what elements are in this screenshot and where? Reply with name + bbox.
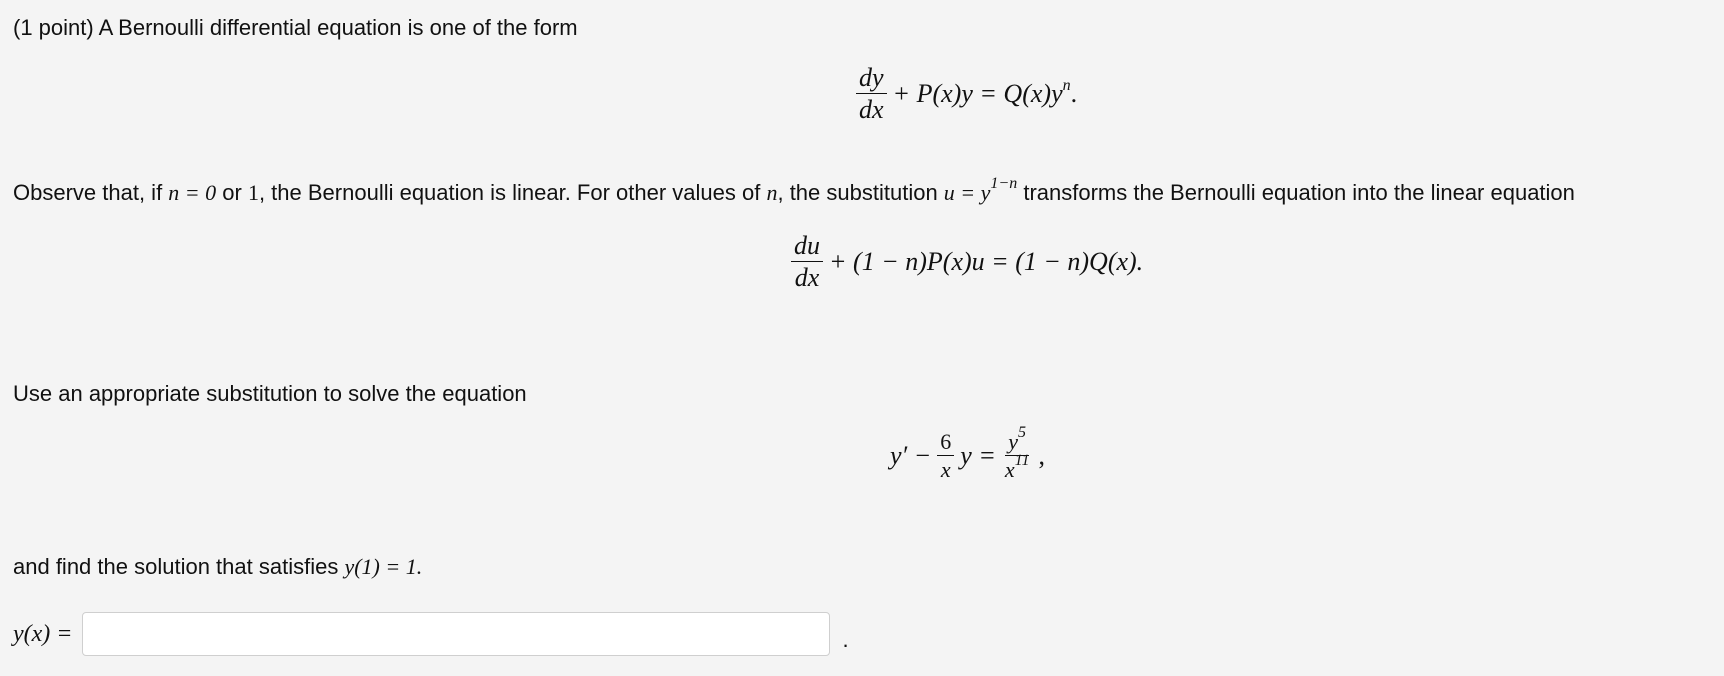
fraction-denominator: x [940,457,951,483]
answer-label: y(x) = [13,620,73,647]
observe-part-3: , the Bernoulli equation is linear. For other values of [258,180,767,205]
y-equals: y = [960,440,996,470]
equation-rest: + P(x)y = Q(x) [892,78,1052,108]
fraction-numerator: 6 [937,430,954,456]
equation-comma: , [1038,440,1045,470]
substitution-exponent: 1−n [990,175,1018,192]
dy-dx-fraction [856,64,887,124]
observe-text [13,175,1575,206]
exponent-n: n [1062,76,1071,94]
n-variable: n [766,180,778,205]
equation-period: . [1070,78,1078,108]
answer-row [13,612,849,656]
linear-equation [785,232,1143,292]
equation-rest: + (1 − n)P(x)u = (1 − n)Q(x). [829,246,1144,276]
fraction-numerator: du [791,232,823,262]
fraction-denominator: dx [794,263,820,293]
answer-period: . [842,627,849,652]
six-over-x-fraction [937,430,954,481]
numerator-exponent: 5 [1018,424,1027,441]
observe-part-2: or [216,180,248,205]
fraction-numerator: dy [856,64,887,94]
rhs-denominator: $x^{11}$ [1004,452,1030,483]
find-text-part-1: and find the solution that satisfies [13,554,345,579]
substitution-expression: $u = y^{1-n}$ [943,175,1018,205]
fraction-denominator: dx [859,95,884,125]
target-equation [890,424,1045,483]
rhs-numerator: $y^5$ [1005,430,1029,456]
answer-input[interactable] [82,612,830,656]
intro-text: (1 point) A Bernoulli differential equation is one of the form [13,15,578,40]
n-equals-zero: n = 0 [168,180,217,205]
denominator-exponent: 11 [1014,452,1030,470]
bernoulli-equation [850,64,1077,124]
use-text: Use an appropriate substitution to solve the equation [13,381,527,406]
observe-part-5: transforms the Bernoulli equation into the linear equation [1017,180,1575,205]
initial-condition: y(1) = 1. [344,554,423,579]
observe-part-4: , the substitution [777,180,944,205]
y-prime-term: y′ − [890,440,932,470]
value-one: 1 [247,180,259,205]
du-dx-fraction [791,232,823,292]
observe-part-1: Observe that, if [13,180,169,205]
find-text [13,554,422,580]
rhs-fraction [1002,424,1033,483]
y-power-base: $y^n$ [1051,76,1071,108]
